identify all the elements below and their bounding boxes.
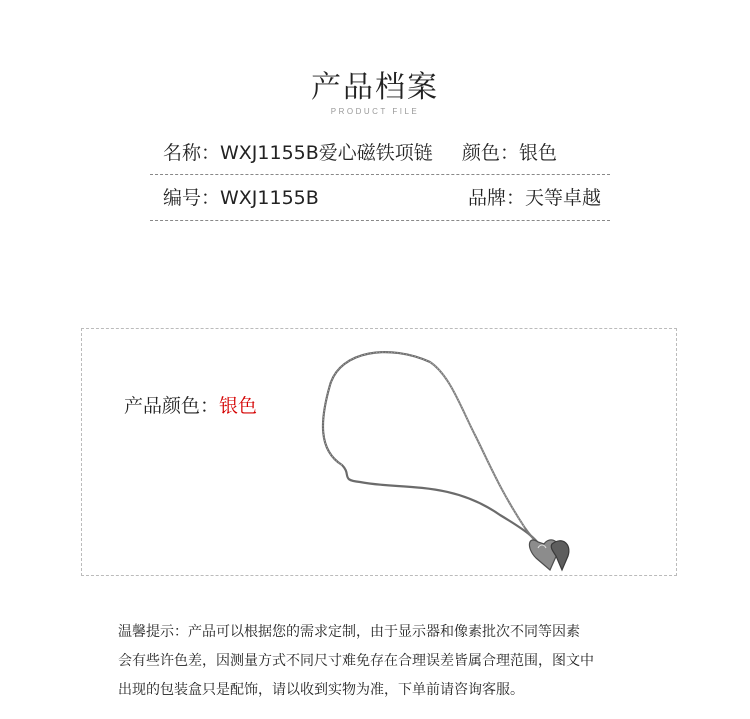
color-label-text: 产品颜色： [124, 395, 220, 417]
product-code: 编号：WXJ1155B [163, 187, 319, 209]
divider [150, 220, 610, 221]
product-color: 颜色：银色 [462, 142, 558, 164]
product-brand: 品牌：天等卓越 [468, 187, 602, 209]
product-name: 名称：WXJ1155B爱心磁铁项链 [163, 142, 433, 164]
notice-line: 出现的包装盒只是配饰，请以收到实物为准，下单前请咨询客服。 [118, 682, 524, 698]
page-subtitle: PRODUCT FILE [330, 107, 420, 116]
page-title: 产品档案 [311, 70, 439, 105]
heart-pendant [529, 540, 568, 570]
info-row-code [150, 183, 610, 213]
notice-text [118, 618, 678, 705]
product-color-label [124, 391, 257, 418]
info-row-name [150, 138, 610, 168]
notice-line: 温馨提示：产品可以根据您的需求定制，由于显示器和像素批次不同等因素 [118, 624, 580, 640]
divider [150, 174, 610, 175]
necklace-image [300, 330, 600, 576]
color-label-value: 银色 [219, 395, 258, 417]
notice-line: 会有些许色差，因测量方式不同尺寸难免存在合理误差皆属合理范围，图文中 [118, 653, 594, 669]
